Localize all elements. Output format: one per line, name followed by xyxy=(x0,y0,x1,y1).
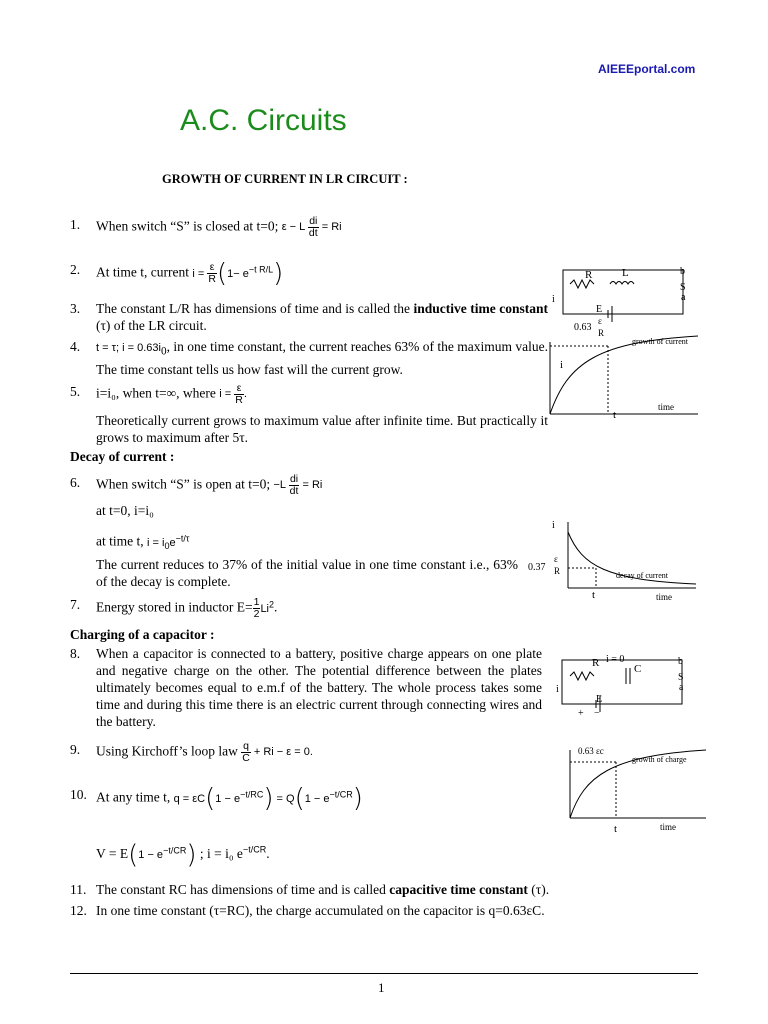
tick-t: t xyxy=(592,589,596,601)
resistor-symbol xyxy=(570,672,594,680)
circuit-loop xyxy=(562,660,682,704)
list-item-11 xyxy=(70,881,670,898)
label-i: i xyxy=(556,684,559,695)
item-number: 10. xyxy=(70,787,87,802)
growth-curve xyxy=(550,336,698,414)
item-text: i=i₀, when t=∞, where xyxy=(96,385,216,401)
list-item-1 xyxy=(70,216,548,239)
item-text: The constant RC has dimensions of time and is called xyxy=(96,882,386,897)
text-line: at t=0, i=i₀ xyxy=(96,503,154,518)
label-i0: i = 0 xyxy=(606,654,625,665)
equation: i = $\frac{\varepsilon}{R}$ $(1- e^{-t R/L})$ xyxy=(192,258,284,289)
label-eps: ε xyxy=(598,316,602,326)
list-item-2 xyxy=(70,258,548,289)
paragraph-5b: Theoretically current grows to maximum value after infinite time. But practically it grows to maximum after 5τ. xyxy=(96,413,548,445)
label-eps: ε xyxy=(554,554,558,564)
item-text: When switch “S” is closed at t=0; xyxy=(96,218,279,234)
section-heading-charging: Charging of a capacitor : xyxy=(70,627,215,642)
curve-label: growth of charge xyxy=(632,755,687,764)
label-a: a xyxy=(679,682,684,693)
section-heading-lr: GROWTH OF CURRENT IN LR CIRCUIT : xyxy=(162,172,408,186)
list-item-8 xyxy=(70,645,548,730)
item-text: When a capacitor is connected to a battery, positive charge appears on one plate and negative charge on the other. The potential difference between the plates ultimately becomes equal to e.m.f of the battery. The whole process takes some time and during this time there is an electric current through connecting wires and the battery. xyxy=(96,646,542,729)
list-item-6 xyxy=(70,474,548,497)
item-text: at time t, xyxy=(96,533,144,549)
item-text: Using Kirchoff’s loop law xyxy=(96,743,238,759)
item-number: 12. xyxy=(70,903,87,918)
x-axis-label: time xyxy=(660,822,676,832)
label-b: b xyxy=(678,656,683,667)
label-s: S xyxy=(680,282,686,293)
item-number: 7. xyxy=(70,597,81,612)
equation: $\frac{q}{C}$ + Ri − ε = 0. xyxy=(242,740,313,764)
decay-figure xyxy=(526,518,706,604)
list-item-10 xyxy=(70,783,548,814)
curve-label: growth of current xyxy=(632,337,688,346)
curve-label: decay of current xyxy=(616,571,668,580)
item-number: 8. xyxy=(70,646,81,661)
text-line: at time t, $i = i_0e^{-t/\tau}$ xyxy=(96,533,190,551)
rc-circuit-figure xyxy=(550,650,700,720)
list-item-7: 7. Energy stored in inductor E= $\frac{1}{2}$ Li$^2$. xyxy=(70,596,278,621)
y-axis-label: i xyxy=(552,520,555,531)
item-number: 6. xyxy=(70,475,81,490)
item-text: (τ). xyxy=(531,882,550,897)
label-c: C xyxy=(634,663,642,675)
label-r: R xyxy=(592,657,600,669)
list-item-12 xyxy=(70,902,670,919)
label-i: i xyxy=(552,294,555,305)
paragraph-6c: The current reduces to 37% of the initial value in one time constant i.e., 63% of the decay is complete. xyxy=(96,557,518,589)
list-item-4: 4. t = τ; $i = 0.63i_0$, in one time constant, the current reaches 63% of the maximum value. The time constant tells us how fast will the current grow. xyxy=(70,339,548,377)
y-axis-label: i xyxy=(560,359,564,371)
equation-line-10b: $V = E(1 - e^{-t/CR})$ ; i = i₀ $e^{-t/CR}$. xyxy=(96,840,270,870)
equation: −L $\frac{di}{dt}$ = Ri xyxy=(273,473,323,497)
item-text: When switch “S” is open at t=0; xyxy=(96,476,271,492)
label-l: L xyxy=(622,267,629,279)
item-text: At time t, current xyxy=(96,264,189,280)
list-item-9 xyxy=(70,741,548,764)
equation: $\frac{1}{2}$ Li$^2$ xyxy=(253,596,275,621)
item-number: 4. xyxy=(70,339,81,354)
item-number: 5. xyxy=(70,384,81,399)
item-text: In one time constant (τ=RC), the charge accumulated on the capacitor is q=0.63εC. xyxy=(96,903,545,918)
label-minus: − xyxy=(594,708,600,719)
lr-growth-figure xyxy=(548,262,708,422)
inductor-symbol xyxy=(610,282,634,285)
equation: ε − L $\frac{di}{dt}$ = Ri xyxy=(281,215,342,239)
item-text: (τ) of the LR circuit. xyxy=(96,318,207,333)
label-r: R xyxy=(585,269,593,281)
label-063ec: 0.63 εc xyxy=(578,746,604,756)
tick-t: t xyxy=(614,823,618,835)
equation: $q = \varepsilon C(1 - e^{-t/RC}) = Q(1 - e^{-t/CR})$ xyxy=(173,783,363,814)
label-r-den: R xyxy=(554,566,561,576)
item-number: 2. xyxy=(70,262,81,277)
item-number: 3. xyxy=(70,301,81,316)
item-text: At any time t, xyxy=(96,789,171,805)
x-axis-label: time xyxy=(658,402,674,412)
x-axis-label: time xyxy=(656,592,672,602)
page-title: A.C. Circuits xyxy=(180,104,347,137)
label-e: E xyxy=(596,694,603,705)
item-text: , in one time constant, the current reaches 63% of the maximum value. The time constant tells us how fast will the current grow. xyxy=(96,339,548,377)
charge-growth-figure xyxy=(560,740,710,836)
list-item-5 xyxy=(70,383,548,406)
label-b: b xyxy=(680,266,685,277)
section-heading-decay: Decay of current : xyxy=(70,449,175,464)
tick-t: t xyxy=(613,409,617,421)
label-s: S xyxy=(678,672,684,683)
label-063: 0.63 xyxy=(574,322,592,333)
item-number: 11. xyxy=(70,882,87,897)
label-037: 0.37 xyxy=(528,562,546,573)
label-r-den: R xyxy=(598,328,605,338)
item-text: Energy stored in inductor E= xyxy=(96,599,253,615)
resistor-symbol xyxy=(570,280,594,288)
equation: i = $\frac{\varepsilon}{R}$ . xyxy=(219,382,247,406)
bold-term: capacitive time constant xyxy=(389,882,528,897)
list-item-3 xyxy=(70,300,548,334)
bold-term: inductive time constant xyxy=(413,301,549,316)
label-e: E xyxy=(596,304,603,315)
item-number: 9. xyxy=(70,742,81,757)
label-plus: + xyxy=(578,708,584,719)
item-text: The constant L/R has dimensions of time and is called the xyxy=(96,301,410,316)
page-number: 1 xyxy=(378,980,385,995)
site-url: AIEEEportal.com xyxy=(598,62,696,76)
item-number: 1. xyxy=(70,217,81,232)
footer-divider xyxy=(70,973,698,974)
label-a: a xyxy=(681,292,686,303)
equation: t = τ; i = 0.63i xyxy=(96,342,161,354)
